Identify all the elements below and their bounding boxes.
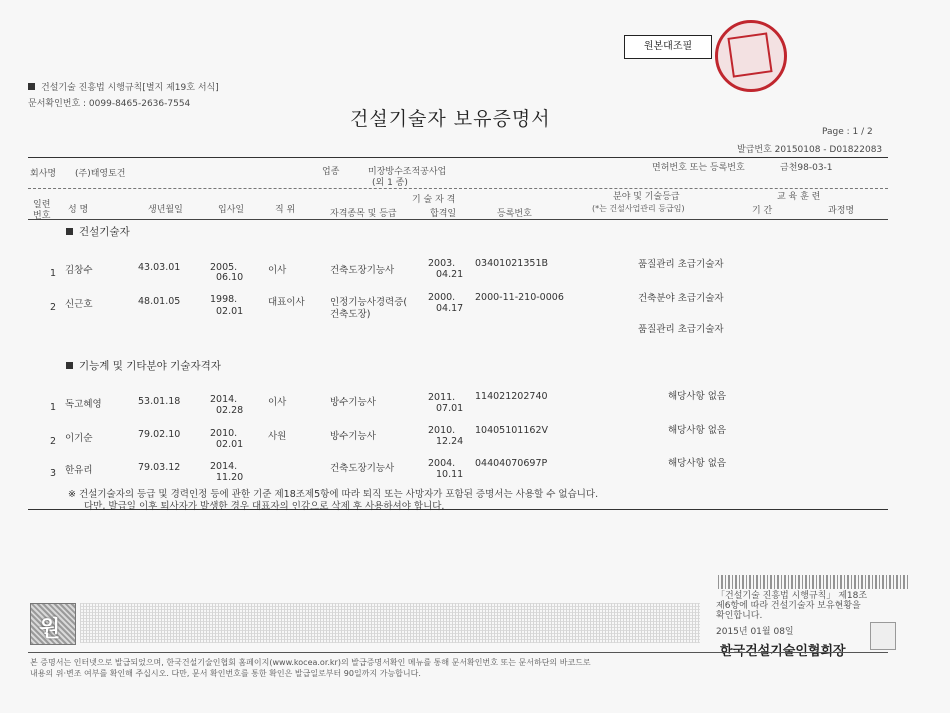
row-name: 한유리 [65, 465, 93, 476]
row-position: 이사 [268, 397, 287, 408]
row-join-year: 2014. [210, 394, 238, 405]
row-qual: 건축도장기능사 [330, 265, 395, 276]
row-join-date: 02.01 [216, 439, 244, 450]
row-field: 건축분야 초급기술자 [638, 293, 724, 304]
col-birth: 생년월일 [148, 205, 183, 215]
doc-check-line [28, 96, 190, 109]
section-title-engineers: 건설기술자 [66, 224, 130, 239]
footer-bottom-2: 내용의 위·변조 여부를 확인해 주십시오. 다만, 문서 확인번호를 통한 확인은 발급일로부터 90일까지 가능합니다. [30, 669, 421, 678]
row-join-date: 11.20 [216, 472, 244, 483]
page-title: 건설기술자 보유증명서 [350, 108, 551, 130]
bullet-square-icon [66, 228, 73, 235]
row-name: 신근호 [65, 299, 93, 310]
row-pass-date: 10.11 [436, 469, 464, 480]
col-reg-no: 등록번호 [497, 209, 532, 219]
row-field: 해당사항 없음 [668, 391, 727, 402]
footer-legal-3: 확인합니다. [716, 611, 763, 621]
row-join-date: 02.01 [216, 306, 244, 317]
row-name: 김창수 [65, 265, 93, 276]
row-field: 품질관리 초급기술자 [638, 259, 724, 270]
business-extra: (외 1 종) [372, 178, 408, 188]
row-pass-date: 07.01 [436, 403, 464, 414]
row-seq: 2 [50, 302, 57, 313]
row-pass-date: 04.21 [436, 269, 464, 280]
footer-rule [28, 652, 888, 653]
company-rule [28, 188, 888, 189]
footer-date: 2015년 01월 08일 [716, 627, 794, 637]
row-pass-year: 2011. [428, 392, 456, 403]
row-name: 이기순 [65, 433, 93, 444]
col-field-group: 분야 및 기술등급 [613, 192, 680, 202]
row-position: 대표이사 [268, 297, 305, 308]
row-qual: 방수기능사 [330, 397, 376, 408]
row-qual: 건축도장기능사 [330, 463, 395, 474]
row-join-year: 1998. [210, 294, 238, 305]
row-birth: 79.02.10 [138, 429, 181, 440]
col-position: 직 위 [275, 205, 296, 215]
row-qual-2: 건축도장) [330, 309, 371, 320]
section-title-technicians: 기능계 및 기타분야 기술자격자 [66, 358, 221, 373]
col-qual-item: 자격종목 및 등급 [330, 209, 397, 219]
license-number: 금천98-03-1 [780, 163, 833, 173]
row-pass-date: 04.17 [436, 303, 464, 314]
col-qual-group: 기 술 자 격 [412, 195, 456, 205]
doc-check-number: 0099-8465-2636-7554 [88, 99, 191, 109]
row-pass-year: 2000. [428, 292, 456, 303]
business-type: 미장방수조적공사업 [368, 167, 447, 177]
row-reg-no: 114021202740 [475, 391, 548, 402]
row-join-year: 2005. [210, 262, 238, 273]
row-pass-year: 2004. [428, 458, 456, 469]
table-bottom-rule [28, 509, 888, 510]
row-join-year: 2010. [210, 428, 238, 439]
security-pattern [80, 603, 700, 643]
row-seq: 1 [50, 268, 57, 279]
row-field-2: 품질관리 초급기술자 [638, 324, 724, 335]
official-seal [715, 20, 787, 92]
bullet-square-icon [28, 83, 35, 90]
footer-legal-1: 「건설기술 진흥법 시행규칙」 제18조 [716, 591, 868, 601]
seal-inner-square [727, 32, 772, 77]
row-join-year: 2014. [210, 461, 238, 472]
col-qual-date: 합격일 [430, 209, 457, 219]
row-join-date: 02.28 [216, 405, 244, 416]
row-birth: 43.03.01 [138, 262, 181, 273]
row-reg-no: 10405101162V [475, 425, 548, 436]
license-label: 면허번호 또는 등록번호 [652, 163, 745, 173]
col-name: 성 명 [68, 205, 89, 215]
row-reg-no: 04404070697P [475, 458, 548, 469]
bullet-square-icon [66, 362, 73, 369]
page-number: Page : 1 / 2 [822, 127, 873, 137]
row-name: 독고혜영 [65, 399, 102, 410]
business-label: 업종 [322, 167, 340, 177]
row-pass-date: 12.24 [436, 436, 464, 447]
row-reg-no: 2000-11-210-0006 [475, 292, 564, 303]
row-birth: 53.01.18 [138, 396, 181, 407]
row-field: 해당사항 없음 [668, 458, 727, 469]
col-join: 입사일 [218, 205, 245, 215]
col-seq-1: 일련 [33, 200, 51, 210]
row-seq: 2 [50, 436, 57, 447]
row-pass-year: 2010. [428, 425, 456, 436]
footer-bottom-1: 본 증명서는 인터넷으로 발급되었으며, 한국건설기술인협회 홈페이지(www.kocea.or.kr)의 발급증명서확인 메뉴를 통해 문서확인번호 또는 문서하단의 바코드로 [30, 658, 591, 667]
doc-check-label: 문서확인번호 : [28, 99, 89, 109]
row-join-date: 06.10 [216, 272, 244, 283]
company-name: (주)태영토건 [75, 169, 126, 179]
row-pass-year: 2003. [428, 258, 456, 269]
row-position: 이사 [268, 265, 287, 276]
header-rule [28, 219, 888, 220]
col-edu-group: 교 육 훈 련 [777, 192, 821, 202]
company-name-label: 회사명 [30, 169, 57, 179]
row-qual: 인정기능사경력증( [330, 297, 408, 308]
row-birth: 48.01.05 [138, 296, 181, 307]
form-reference: 건설기술 진흥법 시행규칙[별지 제19호 서식] [28, 80, 219, 93]
col-field-note: (*는 건설사업관리 등급임) [592, 204, 685, 213]
row-seq: 3 [50, 468, 57, 479]
barcode [718, 575, 908, 589]
watermark-logo-icon: 원 [30, 603, 76, 645]
row-seq: 1 [50, 402, 57, 413]
col-seq-2: 번호 [33, 211, 51, 221]
note-line-1: ※ 건설기술자의 등급 및 경력인정 등에 관한 기준 제18조제5항에 따라 퇴직 또는 사망자가 포함된 증명서는 사용할 수 없습니다. [68, 489, 599, 500]
table-top-rule [28, 157, 888, 158]
row-birth: 79.03.12 [138, 462, 181, 473]
original-verified-stamp: 원본대조필 [624, 35, 712, 59]
footer-legal-2: 제6항에 따라 건설기술자 보유현황을 [716, 601, 861, 611]
row-reg-no: 03401021351B [475, 258, 549, 269]
row-qual: 방수기능사 [330, 431, 376, 442]
footer-organization: 한국건설기술인협회장 [720, 644, 846, 659]
row-position: 사원 [268, 431, 287, 442]
issue-number: 발급번호 20150108 - D01822083 [737, 145, 883, 155]
row-field: 해당사항 없음 [668, 425, 727, 436]
col-edu-course: 과정명 [828, 206, 855, 216]
note-line-2: 다만, 발급일 이후 퇴사자가 발생한 경우 대표자의 인감으로 삭제 후 사용하셔야 합니다. [84, 501, 445, 512]
organization-seal [870, 622, 896, 650]
col-edu-period: 기 간 [752, 206, 773, 216]
